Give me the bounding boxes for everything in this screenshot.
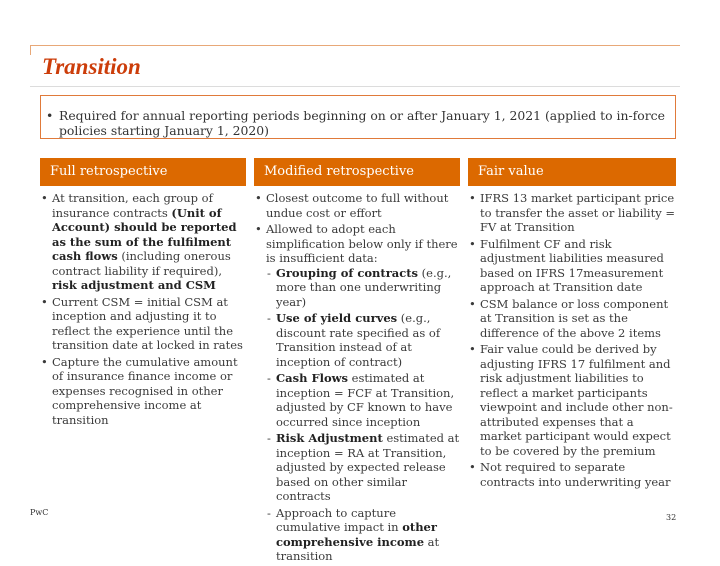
list-item: • Capture the cumulative amount of insurance finance income or expenses recognised in other comprehensive income at transition bbox=[40, 355, 246, 428]
list-item: • Closest outcome to full without undue cost or effort bbox=[254, 191, 460, 220]
list-item: • Current CSM = initial CSM at inception and adjusting it to reflect the experience until the transition date at locked in rates bbox=[40, 295, 246, 353]
list-item: • Allowed to adopt each simplification below only if there is insufficient data: - Grouping of contracts (e.g., more than one underwriting year) - Use of yield curves (e.g., discount rate specified as of Transition instead of at inception of contract) - Cash Flows estimated at inception = FCF at Transition, adjusted by CF known to have occurred since inception - Risk Adjustment estimated at inception = RA at Transition, adjusted by expected release based on other similar contracts - Approach to capture cumulative impact in other comprehensive income at transition bbox=[254, 222, 460, 564]
top-rule bbox=[30, 45, 680, 46]
callout-text: Required for annual reporting periods beginning on or after January 1, 2021 (applied to in-force policies starting January 1, 2020) bbox=[59, 108, 665, 138]
sub-item: - Cash Flows estimated at inception = FCF at Transition, adjusted by CF known to have occurred since inception bbox=[266, 371, 460, 429]
sub-item: - Risk Adjustment estimated at inception = RA at Transition, adjusted by expected release based on other similar contracts bbox=[266, 431, 460, 504]
list-item: • At transition, each group of insurance contracts (Unit of Account) should be reported as the sum of the fulfilment cash flows (including onerous contract liability if required), risk adjustment and CSM bbox=[40, 191, 246, 293]
page-number: 32 bbox=[666, 513, 677, 522]
list-item: • IFRS 13 market participant price to transfer the asset or liability = FV at Transition bbox=[468, 191, 678, 235]
slide-title: Transition bbox=[42, 54, 141, 79]
sub-item: - Use of yield curves (e.g., discount rate specified as of Transition instead of at inception of contract) bbox=[266, 311, 460, 369]
header-modified-retrospective: Modified retrospective bbox=[254, 158, 460, 186]
header-fair-value: Fair value bbox=[468, 158, 676, 186]
sub-item: - Grouping of contracts (e.g., more than one underwriting year) bbox=[266, 266, 460, 310]
pwc-logo: PwC bbox=[30, 508, 49, 517]
list-item: • CSM balance or loss component at Transition is set as the difference of the above 2 items bbox=[468, 297, 678, 341]
sub-item: - Approach to capture cumulative impact in other comprehensive income at transition bbox=[266, 506, 460, 564]
top-tick bbox=[30, 45, 31, 55]
column-full-retrospective bbox=[40, 191, 246, 429]
bullet-icon: • bbox=[46, 108, 54, 123]
list-item: • Fulfilment CF and risk adjustment liabilities measured based on IFRS 17measurement approach at Transition date bbox=[468, 237, 678, 295]
requirement-callout bbox=[40, 95, 676, 139]
list-item: • Not required to separate contracts into underwriting year bbox=[468, 460, 678, 489]
column-modified-retrospective bbox=[254, 191, 460, 566]
list-item: • Fair value could be derived by adjusting IFRS 17 fulfilment and risk adjustment liabilities to reflect a market participants viewpoint and include other non-attributed expenses that a market participant would expect to be covered by the premium bbox=[468, 342, 678, 458]
column-fair-value bbox=[468, 191, 678, 491]
header-full-retrospective: Full retrospective bbox=[40, 158, 246, 186]
title-rule bbox=[30, 86, 680, 87]
